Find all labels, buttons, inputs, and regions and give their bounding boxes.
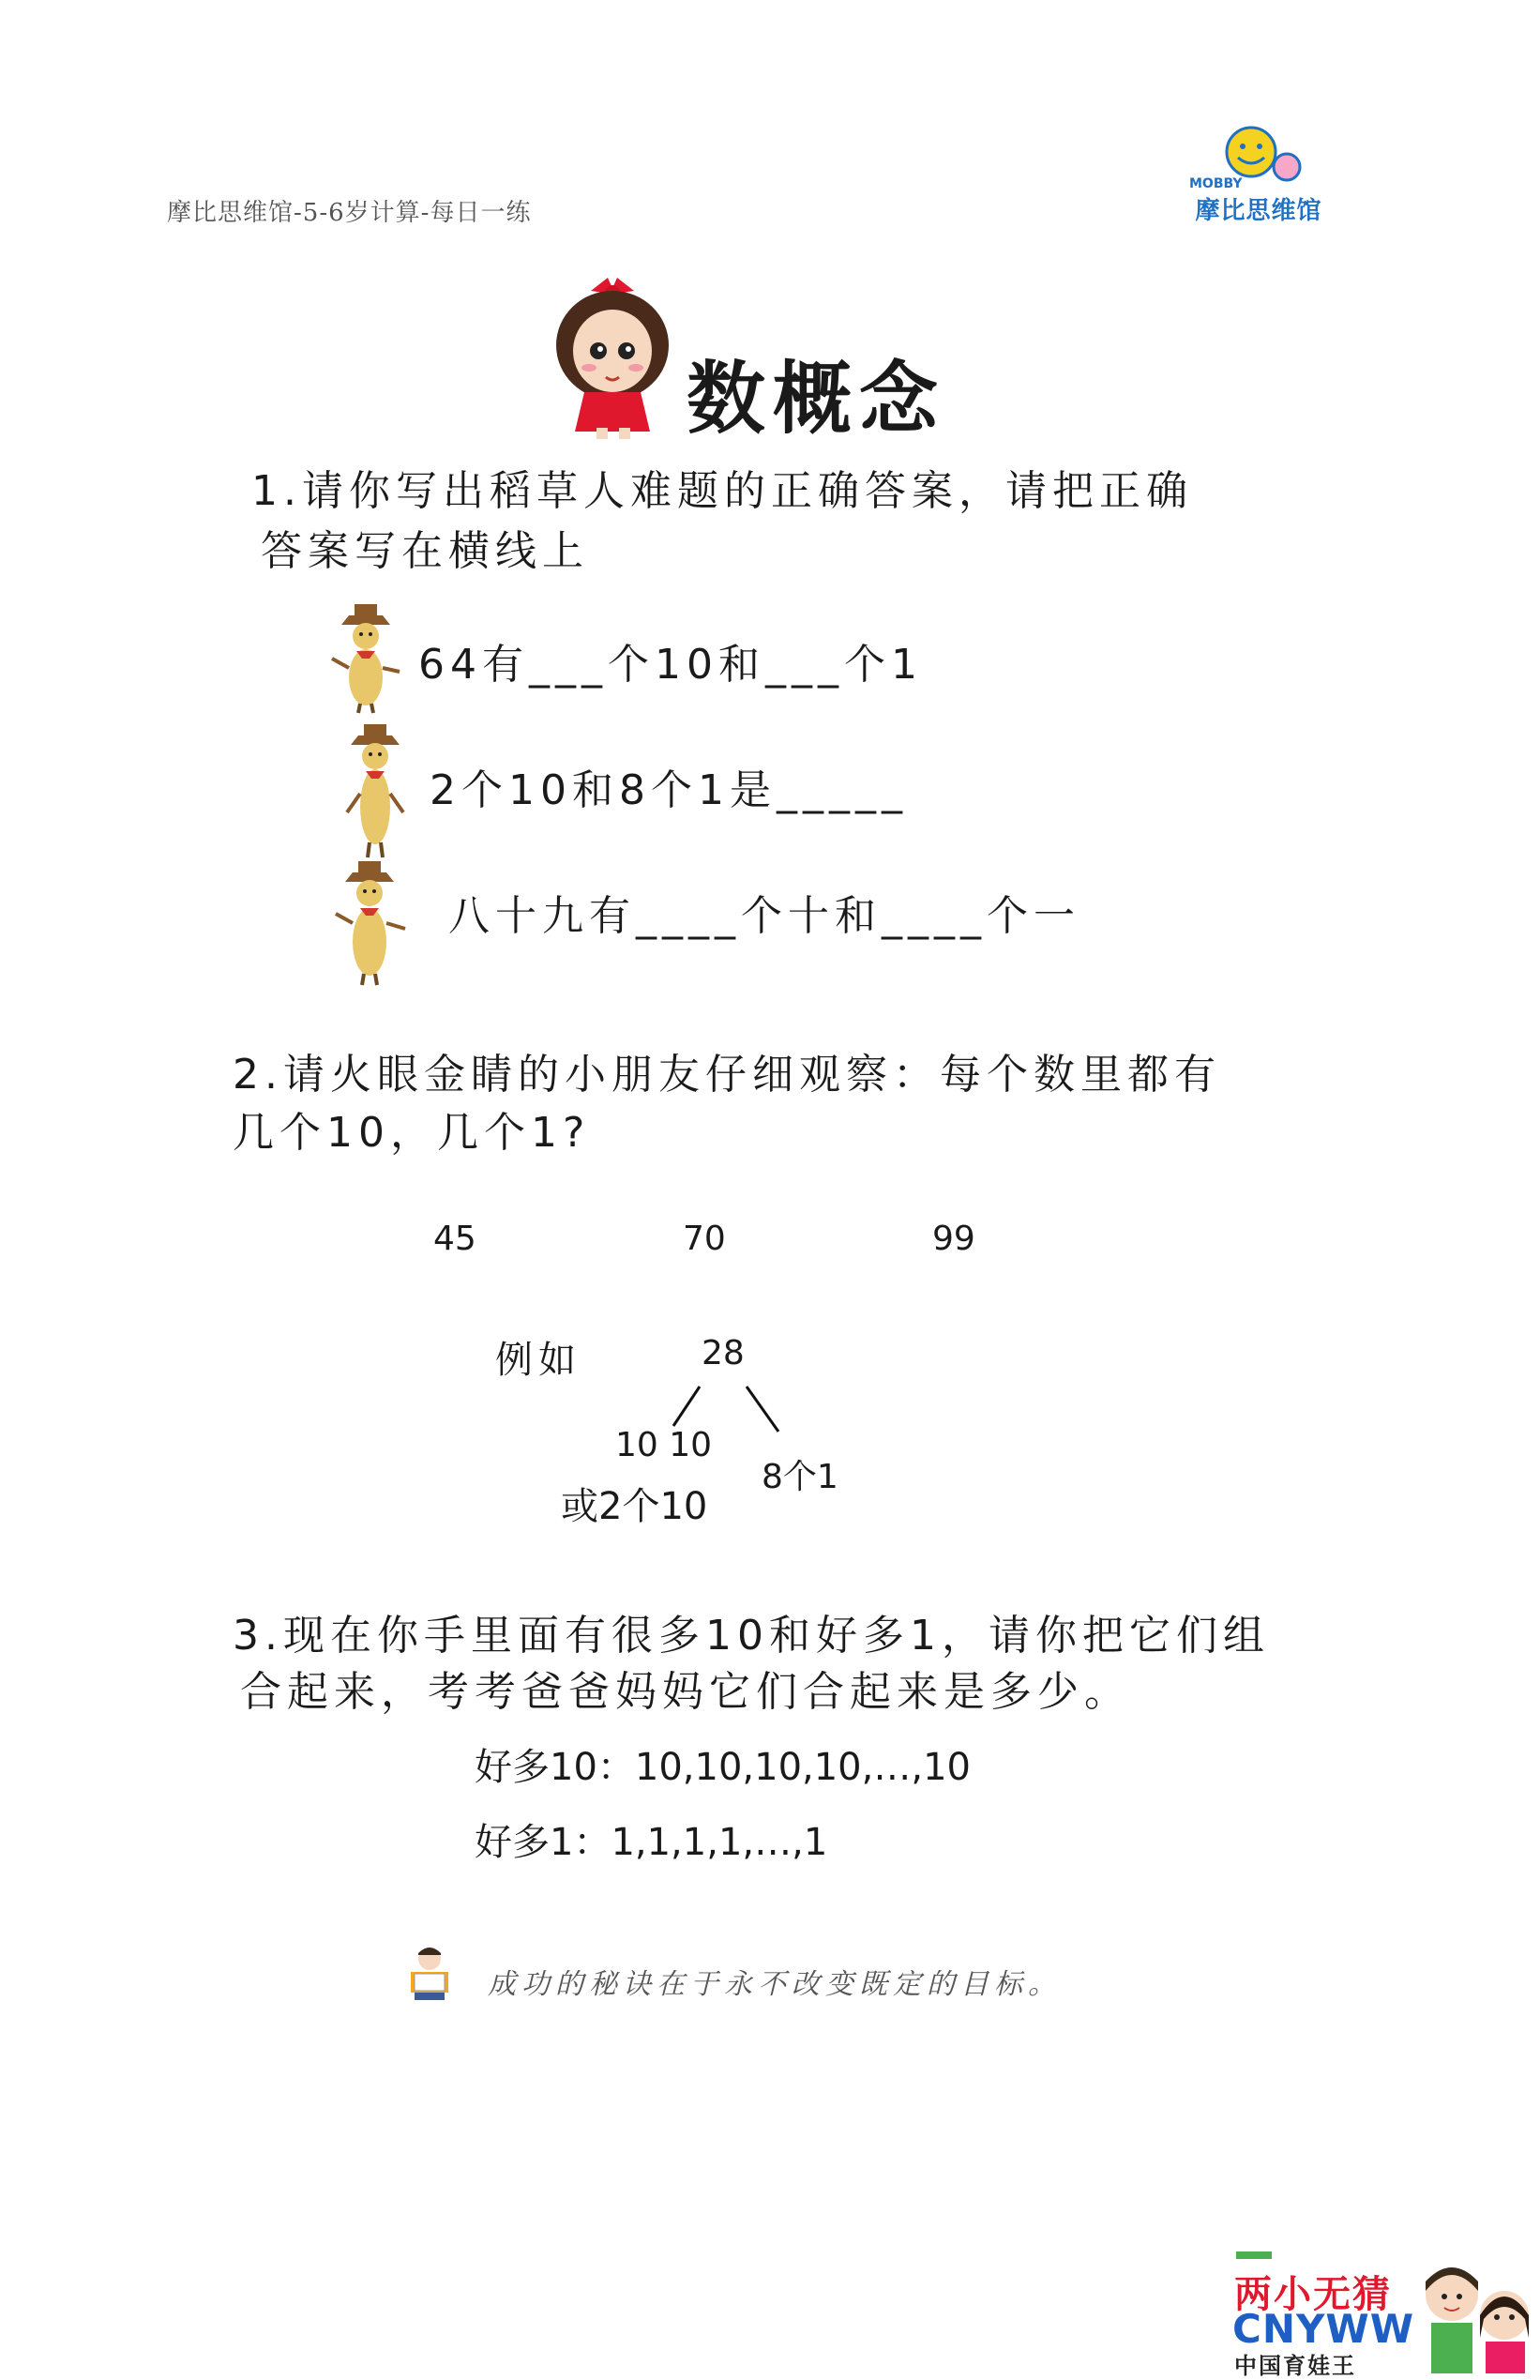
header-text: 摩比思维馆-5-6岁计算-每日一练 (167, 199, 532, 227)
brand-line2: CNYWW (1232, 2306, 1415, 2352)
scarecrow-icon (328, 602, 403, 715)
watermark-brand (1215, 2251, 1540, 2379)
brand-line1: 两小无猜 (1234, 2273, 1392, 2316)
example-label: 例如 (495, 1339, 581, 1382)
q1-line2: 答案写在横线上 (261, 527, 589, 575)
example-alt: 或2个10 (561, 1485, 708, 1528)
q3-tens: 好多10：10,10,10,10,…,10 (475, 1746, 971, 1789)
mobby-logo (1184, 122, 1334, 235)
girl-illustration-icon (542, 272, 683, 441)
footer-quote: 成功的秘诀在于永不改变既定的目标。 (488, 1968, 1062, 2001)
q2-number-3: 99 (932, 1220, 975, 1258)
q2-number-2: 70 (683, 1220, 726, 1258)
scarecrow-icon (330, 859, 415, 991)
brand-line3: 中国育娃王 (1234, 2353, 1356, 2379)
logo-name: 摩比思维馆 (1195, 197, 1322, 225)
q1-item-1: 64有___个10和___个1 (418, 641, 923, 689)
example-right-branch: 8个1 (762, 1458, 838, 1496)
q3-ones: 好多1：1,1,1,1,…,1 (475, 1821, 828, 1864)
boy-reading-icon (401, 1944, 458, 2002)
q2-line1: 2.请火眼金睛的小朋友仔细观察：每个数里都有 (233, 1051, 1221, 1099)
q2-line2: 几个10，几个1? (233, 1109, 591, 1157)
q1-item-2: 2个10和8个1是_____ (430, 766, 908, 814)
example-number: 28 (702, 1334, 745, 1372)
logo-mobby: MOBBY (1189, 176, 1243, 191)
q1-line1: 1.请你写出稻草人难题的正确答案，请把正确 (251, 467, 1193, 515)
q3-line1: 3.现在你手里面有很多10和好多1，请你把它们组 (233, 1612, 1270, 1660)
children-mascot-icon (1411, 2253, 1540, 2373)
q1-item-3: 八十九有____个十和____个一 (448, 892, 1080, 940)
q2-number-1: 45 (433, 1220, 476, 1258)
example-left-branch: 10 10 (615, 1426, 713, 1464)
scarecrow-icon (338, 722, 413, 863)
q3-line2: 合起来，考考爸爸妈妈它们合起来是多少。 (240, 1668, 1131, 1716)
brand-bar (1236, 2251, 1272, 2259)
page-title: 数概念 (687, 353, 946, 445)
